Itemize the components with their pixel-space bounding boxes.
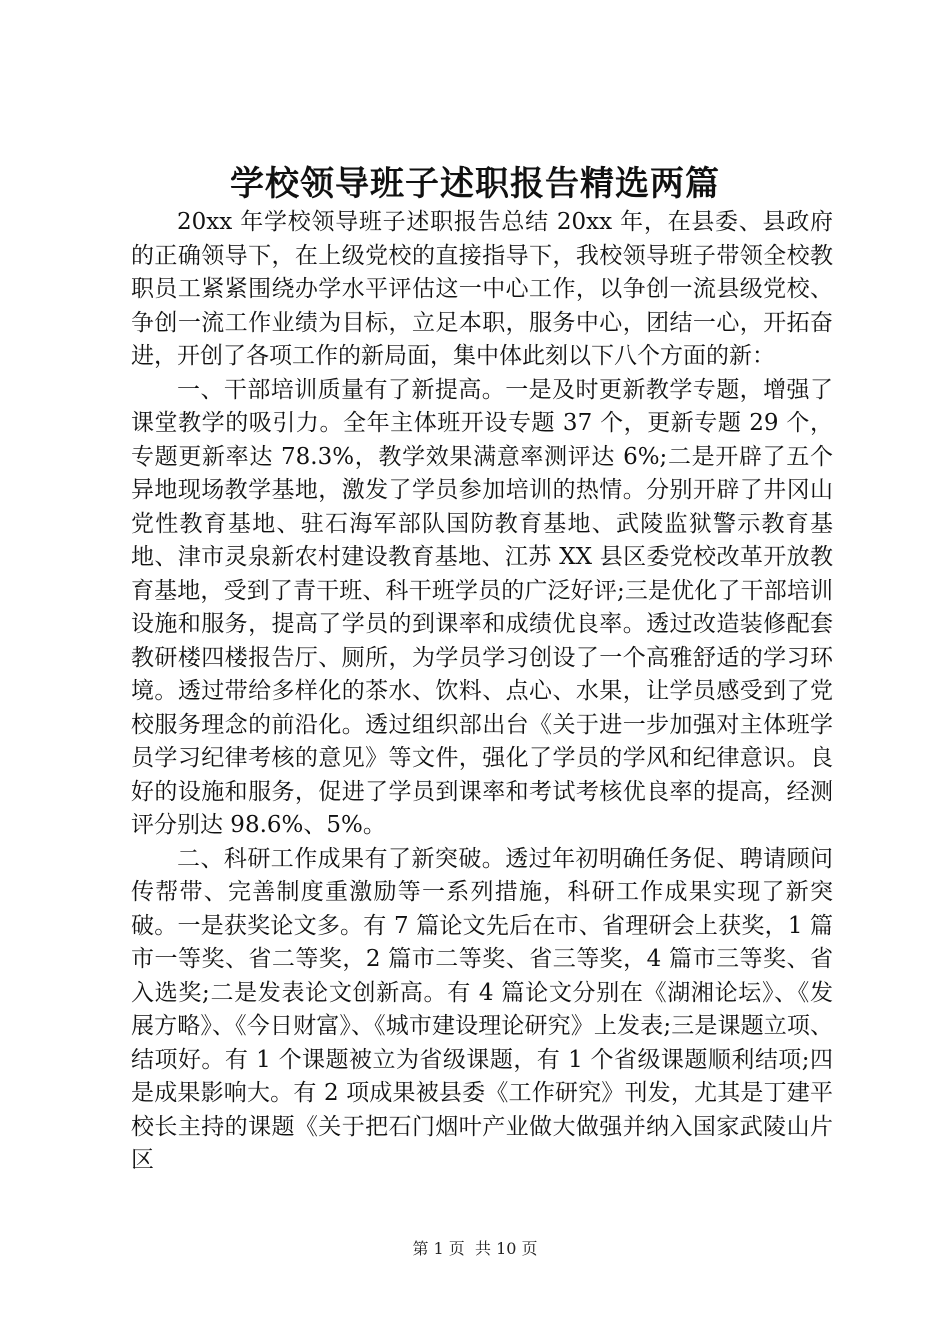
document-title: 学校领导班子述职报告精选两篇 (230, 164, 720, 204)
paragraph-intro: 20xx 年学校领导班子述职报告总结 20xx 年，在县委、县政府的正确领导下，在上级党校的直接指导下，我校领导班子带领全校教职员工紧紧围绕办学水平评估这一中心工作，以争创一流县级党校、争创一流工作业绩为目标，立足本职，服务中心，团结一心，开拓奋进，开创了各项工作的新局面，集中体此刻以下八个方面的新： (131, 209, 833, 369)
paragraph-training: 一、干部培训质量有了新提高。一是及时更新教学专题，增强了课堂教学的吸引力。全年主体班开设专题 37 个，更新专题 29 个，专题更新率达 78.3%，教学效果满意率测评达 6%;二是开辟了五个异地现场教学基地，激发了学员参加培训的热情。分别开辟了井冈山党性教育基地、驻石海军部队国防教育基地、武陵监狱警示教育基地、津市灵泉新农村建设教育基地、江苏 XX 县区委党校改革开放教育基地，受到了青干班、科干班学员的广泛好评;三是优化了干部培训设施和服务，提高了学员的到课率和成绩优良率。透过改造装修配套教研楼四楼报告厅、厕所，为学员学习创设了一个高雅舒适的学习环境。透过带给多样化的茶水、饮料、点心、水果，让学员感受到了党校服务理念的前沿化。透过组织部出台《关于进一步加强对主体班学员学习纪律考核的意见》等文件，强化了学员的学风和纪律意识。良好的设施和服务，促进了学员到课率和考试考核优良率的提高，经测评分别达 98.6%、5%。 (131, 376, 833, 838)
paragraph-research: 二、科研工作成果有了新突破。透过年初明确任务促、聘请顾问传帮带、完善制度重激励等一系列措施，科研工作成果实现了新突破。一是获奖论文多。有 7 篇论文先后在市、省理研会上获奖，1 篇市一等奖、省二等奖，2 篇市二等奖、省三等奖，4 篇市三等奖、省入选奖;二是发表论文创新高。有 4 篇论文分别在《湖湘论坛》、《发展方略》、《今日财富》、《城市建设理论研究》上发表;三是课题立项、结项好。有 1 个课题被立为省级课题，有 1 个省级课题顺利结项;四是成果影响大。有 2 项成果被县委《工作研究》刊发，尤其是丁建平校长主持的课题《关于把石门烟叶产业做大做强并纳入国家武陵山片区 (131, 845, 833, 1173)
page-total: 共 10 页 (474, 1239, 538, 1258)
page-number: 第 1 页 (412, 1239, 465, 1258)
document-body (131, 206, 833, 1178)
page-footer (0, 1238, 950, 1260)
